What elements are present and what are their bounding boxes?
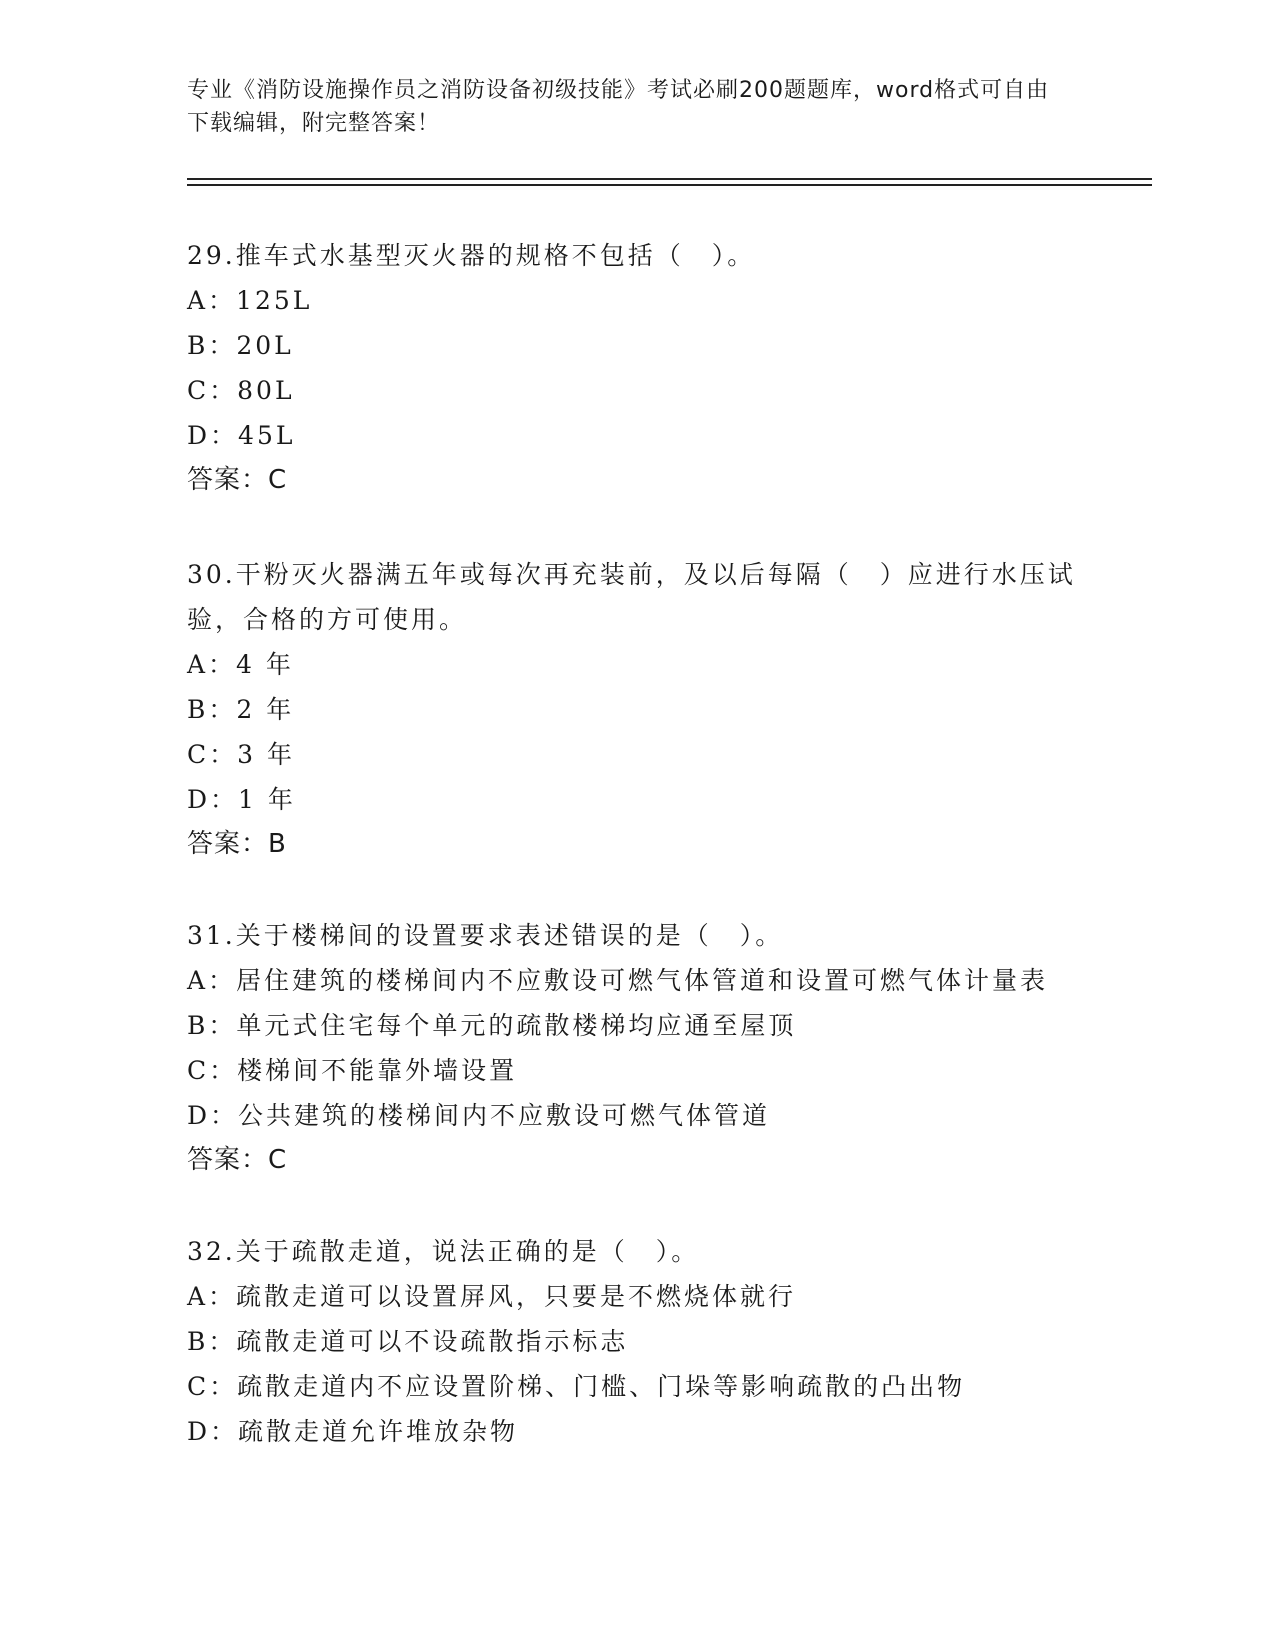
answer: 答案：C bbox=[187, 1145, 288, 1175]
option-d: D：公共建筑的楼梯间内不应敷设可燃气体管道 bbox=[187, 1101, 771, 1130]
option-a: A：居住建筑的楼梯间内不应敷设可燃气体管道和设置可燃气体计量表 bbox=[187, 966, 1049, 995]
option-d: D：疏散走道允许堆放杂物 bbox=[187, 1417, 519, 1446]
question-stem: 32.关于疏散走道，说法正确的是（ ）。 bbox=[187, 1237, 700, 1266]
header-rule-bottom bbox=[187, 184, 1152, 186]
option-b: B：2 年 bbox=[187, 695, 295, 724]
option-c: C：80L bbox=[187, 376, 295, 405]
option-d: D：45L bbox=[187, 421, 296, 450]
answer: 答案：C bbox=[187, 465, 288, 495]
option-c: C：3 年 bbox=[187, 740, 295, 769]
option-a: A：4 年 bbox=[187, 650, 294, 679]
option-b: B：疏散走道可以不设疏散指示标志 bbox=[187, 1327, 629, 1356]
question-29 bbox=[187, 233, 1087, 503]
question-stem: 30.干粉灭火器满五年或每次再充装前，及以后每隔（ ）应进行水压试验，合格的方可使用。 bbox=[187, 560, 1076, 634]
question-31 bbox=[187, 913, 1087, 1183]
option-a: A：疏散走道可以设置屏风，只要是不燃烧体就行 bbox=[187, 1282, 797, 1311]
option-c: C：疏散走道内不应设置阶梯、门槛、门垛等影响疏散的凸出物 bbox=[187, 1372, 966, 1401]
header-rule-top bbox=[187, 178, 1152, 180]
option-b: B：单元式住宅每个单元的疏散楼梯均应通至屋顶 bbox=[187, 1011, 797, 1040]
option-b: B：20L bbox=[187, 331, 294, 360]
question-32 bbox=[187, 1229, 1087, 1454]
option-c: C：楼梯间不能靠外墙设置 bbox=[187, 1056, 518, 1085]
option-d: D：1 年 bbox=[187, 785, 296, 814]
question-30 bbox=[187, 552, 1087, 867]
document-header: 专业《消防设施操作员之消防设备初级技能》考试必刷200题题库，word格式可自由下载编辑，附完整答案！ bbox=[187, 78, 1050, 136]
question-stem: 31.关于楼梯间的设置要求表述错误的是（ ）。 bbox=[187, 921, 784, 950]
question-stem: 29.推车式水基型灭火器的规格不包括（ ）。 bbox=[187, 241, 756, 270]
option-a: A：125L bbox=[187, 286, 313, 315]
answer: 答案：B bbox=[187, 829, 287, 859]
